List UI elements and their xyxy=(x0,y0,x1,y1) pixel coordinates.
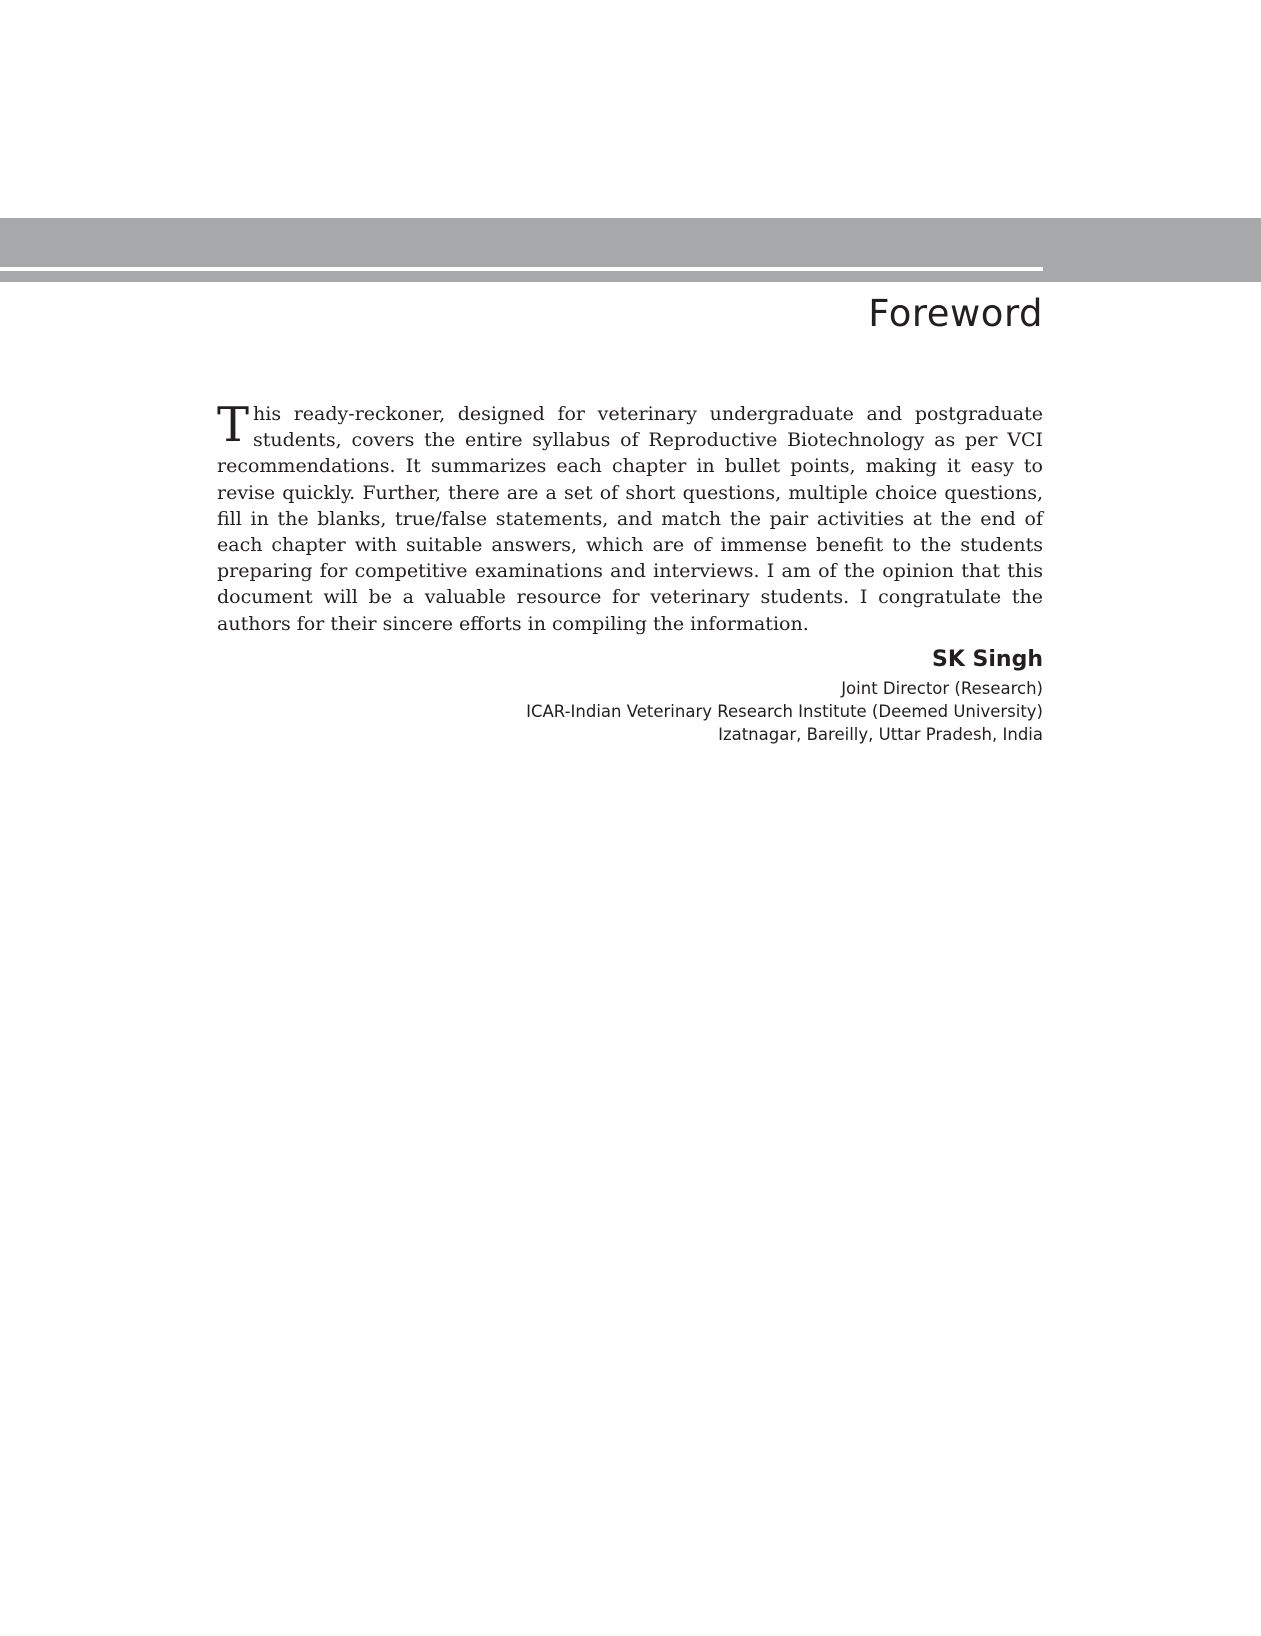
foreword-body-text: his ready-reckoner, designed for veterinary undergraduate and postgraduate students, covers the entire syllabus of Reproductive Biotechnology as per VCI recommendations. It summarizes each chapter in bullet points, making it easy to revise quickly. Further, there are a set of short questions, multiple choice questions, fill in the blanks, true/false statements, and match the pair activities at the end of each chapter with suitable answers, which are of immense benefit to the students preparing for competitive examinations and interviews. I am of the opinion that this document will be a valuable resource for veterinary students. I congratulate the authors for their sincere efforts in compiling the information. xyxy=(217,403,1043,635)
signature-block xyxy=(526,645,1043,746)
header-divider xyxy=(0,267,1043,271)
page-title: Foreword xyxy=(868,292,1043,335)
foreword-paragraph xyxy=(217,397,1043,637)
signatory-designation: Joint Director (Research) xyxy=(841,679,1043,698)
signatory-location: Izatnagar, Bareilly, Uttar Pradesh, India xyxy=(718,725,1043,744)
header-band xyxy=(0,218,1261,282)
signatory-name: SK Singh xyxy=(931,647,1043,672)
signatory-institute: ICAR-Indian Veterinary Research Institute (Deemed University) xyxy=(526,702,1043,721)
drop-cap: T xyxy=(217,397,250,453)
